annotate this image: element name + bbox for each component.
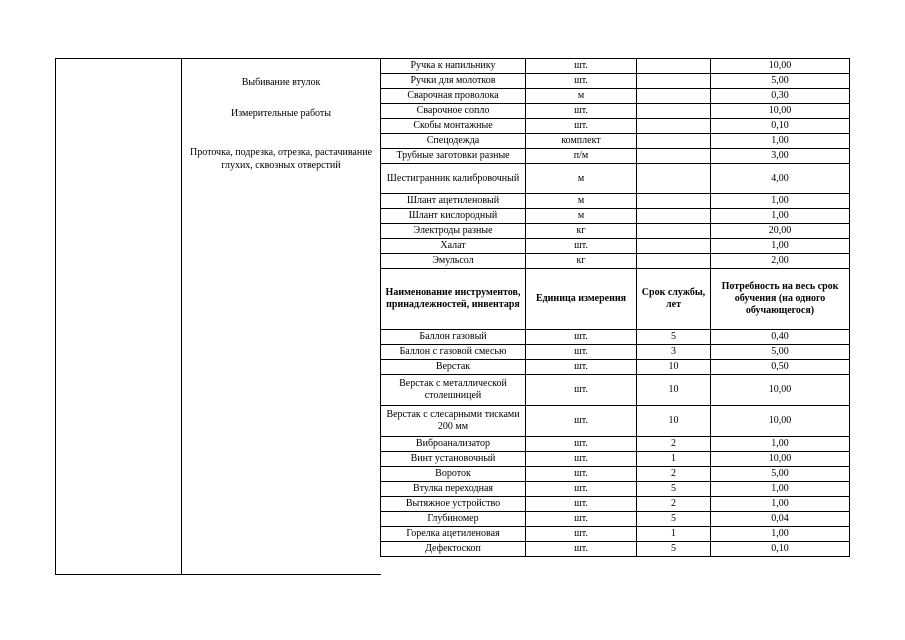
cell-unit: шт. [526, 482, 637, 497]
cell-need: 10,00 [711, 104, 850, 119]
material-row [381, 149, 850, 164]
tool-row [381, 467, 850, 482]
material-row [381, 119, 850, 134]
cell-need: 1,00 [711, 134, 850, 149]
cell-unit: шт. [526, 345, 637, 360]
cell-unit: м [526, 164, 637, 194]
cell-name: Втулка переходная [381, 482, 526, 497]
tool-row [381, 497, 850, 512]
cell-life [637, 59, 711, 74]
table-column-divider [181, 58, 182, 575]
cell-name: Виброанализатор [381, 437, 526, 452]
table-border-top [55, 58, 381, 59]
cell-unit: шт. [526, 467, 637, 482]
cell-life: 5 [637, 542, 711, 557]
material-row [381, 104, 850, 119]
cell-need: Потребность на весь срок обучения (на одного обучающегося) [711, 269, 850, 330]
cell-name: Эмульсол [381, 254, 526, 269]
cell-name: Шлант кислородный [381, 209, 526, 224]
cell-need: 0,50 [711, 360, 850, 375]
cell-life: 5 [637, 482, 711, 497]
cell-life: 1 [637, 452, 711, 467]
cell-unit: шт. [526, 375, 637, 406]
cell-life: 5 [637, 330, 711, 345]
material-row [381, 194, 850, 209]
cell-unit: шт. [526, 542, 637, 557]
cell-name: Шестигранник калибровочный [381, 164, 526, 194]
cell-name: Винт установочный [381, 452, 526, 467]
tool-row [381, 512, 850, 527]
material-row [381, 164, 850, 194]
cell-need: 5,00 [711, 345, 850, 360]
cell-unit: м [526, 89, 637, 104]
material-row [381, 224, 850, 239]
column-header-row [381, 269, 850, 330]
equipment-table-body [381, 59, 850, 557]
table-border-bottom [55, 574, 381, 575]
cell-name: Баллон газовый [381, 330, 526, 345]
cell-name: Ручки для молотков [381, 74, 526, 89]
cell-unit: шт. [526, 119, 637, 134]
cell-name: Вытяжное устройство [381, 497, 526, 512]
cell-unit: кг [526, 224, 637, 239]
cell-unit: шт. [526, 437, 637, 452]
cell-life [637, 119, 711, 134]
cell-name: Наименование инструментов, принадлежностей, инвентаря [381, 269, 526, 330]
material-row [381, 59, 850, 74]
cell-life: Срок службы, лет [637, 269, 711, 330]
cell-life [637, 164, 711, 194]
cell-need: 1,00 [711, 239, 850, 254]
tool-row [381, 452, 850, 467]
cell-name: Верстак [381, 360, 526, 375]
cell-unit: комплект [526, 134, 637, 149]
cell-name: Скобы монтажные [381, 119, 526, 134]
cell-unit: шт. [526, 59, 637, 74]
cell-need: 5,00 [711, 74, 850, 89]
cell-need: 1,00 [711, 209, 850, 224]
cell-life: 2 [637, 497, 711, 512]
cell-name: Шлант ацетиленовый [381, 194, 526, 209]
cell-need: 1,00 [711, 527, 850, 542]
cell-unit: шт. [526, 239, 637, 254]
section-label-measuring: Измерительные работы [231, 108, 331, 119]
cell-life [637, 89, 711, 104]
tool-row [381, 345, 850, 360]
tool-row [381, 360, 850, 375]
equipment-table [380, 58, 850, 557]
cell-name: Сварочное сопло [381, 104, 526, 119]
cell-need: 1,00 [711, 482, 850, 497]
tool-row [381, 330, 850, 345]
cell-life [637, 224, 711, 239]
cell-life [637, 194, 711, 209]
section-label-turning: Проточка, подрезка, отрезка, растачивание глухих, сквозных отверстий [189, 147, 373, 171]
cell-unit: шт. [526, 330, 637, 345]
cell-life: 1 [637, 527, 711, 542]
cell-name: Глубиномер [381, 512, 526, 527]
material-row [381, 74, 850, 89]
cell-need: 10,00 [711, 452, 850, 467]
tool-row [381, 406, 850, 437]
material-row [381, 89, 850, 104]
material-row [381, 254, 850, 269]
cell-unit: п/м [526, 149, 637, 164]
cell-need: 0,10 [711, 119, 850, 134]
cell-life [637, 74, 711, 89]
cell-name: Баллон с газовой смесью [381, 345, 526, 360]
cell-need: 4,00 [711, 164, 850, 194]
cell-name: Вороток [381, 467, 526, 482]
cell-need: 5,00 [711, 467, 850, 482]
cell-need: 0,40 [711, 330, 850, 345]
section-label-bushings: Выбивание втулок [241, 77, 321, 88]
cell-need: 1,00 [711, 437, 850, 452]
table-border-left [55, 58, 56, 575]
cell-unit: шт. [526, 452, 637, 467]
cell-life: 3 [637, 345, 711, 360]
cell-life [637, 254, 711, 269]
cell-life: 10 [637, 406, 711, 437]
cell-need: 0,10 [711, 542, 850, 557]
cell-unit: м [526, 209, 637, 224]
cell-life: 5 [637, 512, 711, 527]
cell-unit: шт. [526, 406, 637, 437]
cell-life [637, 134, 711, 149]
cell-need: 1,00 [711, 497, 850, 512]
cell-life: 10 [637, 375, 711, 406]
tool-row [381, 437, 850, 452]
cell-unit: шт. [526, 360, 637, 375]
cell-need: 3,00 [711, 149, 850, 164]
cell-need: 20,00 [711, 224, 850, 239]
cell-unit: шт. [526, 104, 637, 119]
material-row [381, 134, 850, 149]
cell-need: 1,00 [711, 194, 850, 209]
cell-unit: м [526, 194, 637, 209]
tool-row [381, 375, 850, 406]
cell-name: Ручка к напильнику [381, 59, 526, 74]
cell-name: Спецодежда [381, 134, 526, 149]
cell-life [637, 239, 711, 254]
cell-need: 10,00 [711, 406, 850, 437]
cell-name: Верстак с слесарными тисками 200 мм [381, 406, 526, 437]
cell-unit: шт. [526, 512, 637, 527]
tool-row [381, 542, 850, 557]
material-row [381, 209, 850, 224]
cell-life [637, 104, 711, 119]
cell-name: Электроды разные [381, 224, 526, 239]
cell-life [637, 209, 711, 224]
cell-name: Сварочная проволока [381, 89, 526, 104]
cell-life: 10 [637, 360, 711, 375]
cell-life [637, 149, 711, 164]
cell-life: 2 [637, 467, 711, 482]
cell-unit: шт. [526, 497, 637, 512]
cell-need: 0,30 [711, 89, 850, 104]
cell-unit: кг [526, 254, 637, 269]
tool-row [381, 482, 850, 497]
cell-need: 10,00 [711, 59, 850, 74]
cell-need: 10,00 [711, 375, 850, 406]
cell-name: Верстак с металлической столешницей [381, 375, 526, 406]
cell-need: 0,04 [711, 512, 850, 527]
cell-name: Халат [381, 239, 526, 254]
cell-name: Трубные заготовки разные [381, 149, 526, 164]
cell-life: 2 [637, 437, 711, 452]
cell-need: 2,00 [711, 254, 850, 269]
tool-row [381, 527, 850, 542]
cell-unit: шт. [526, 527, 637, 542]
material-row [381, 239, 850, 254]
cell-name: Дефектоскоп [381, 542, 526, 557]
cell-name: Горелка ацетиленовая [381, 527, 526, 542]
cell-unit: шт. [526, 74, 637, 89]
cell-unit: Единица измерения [526, 269, 637, 330]
